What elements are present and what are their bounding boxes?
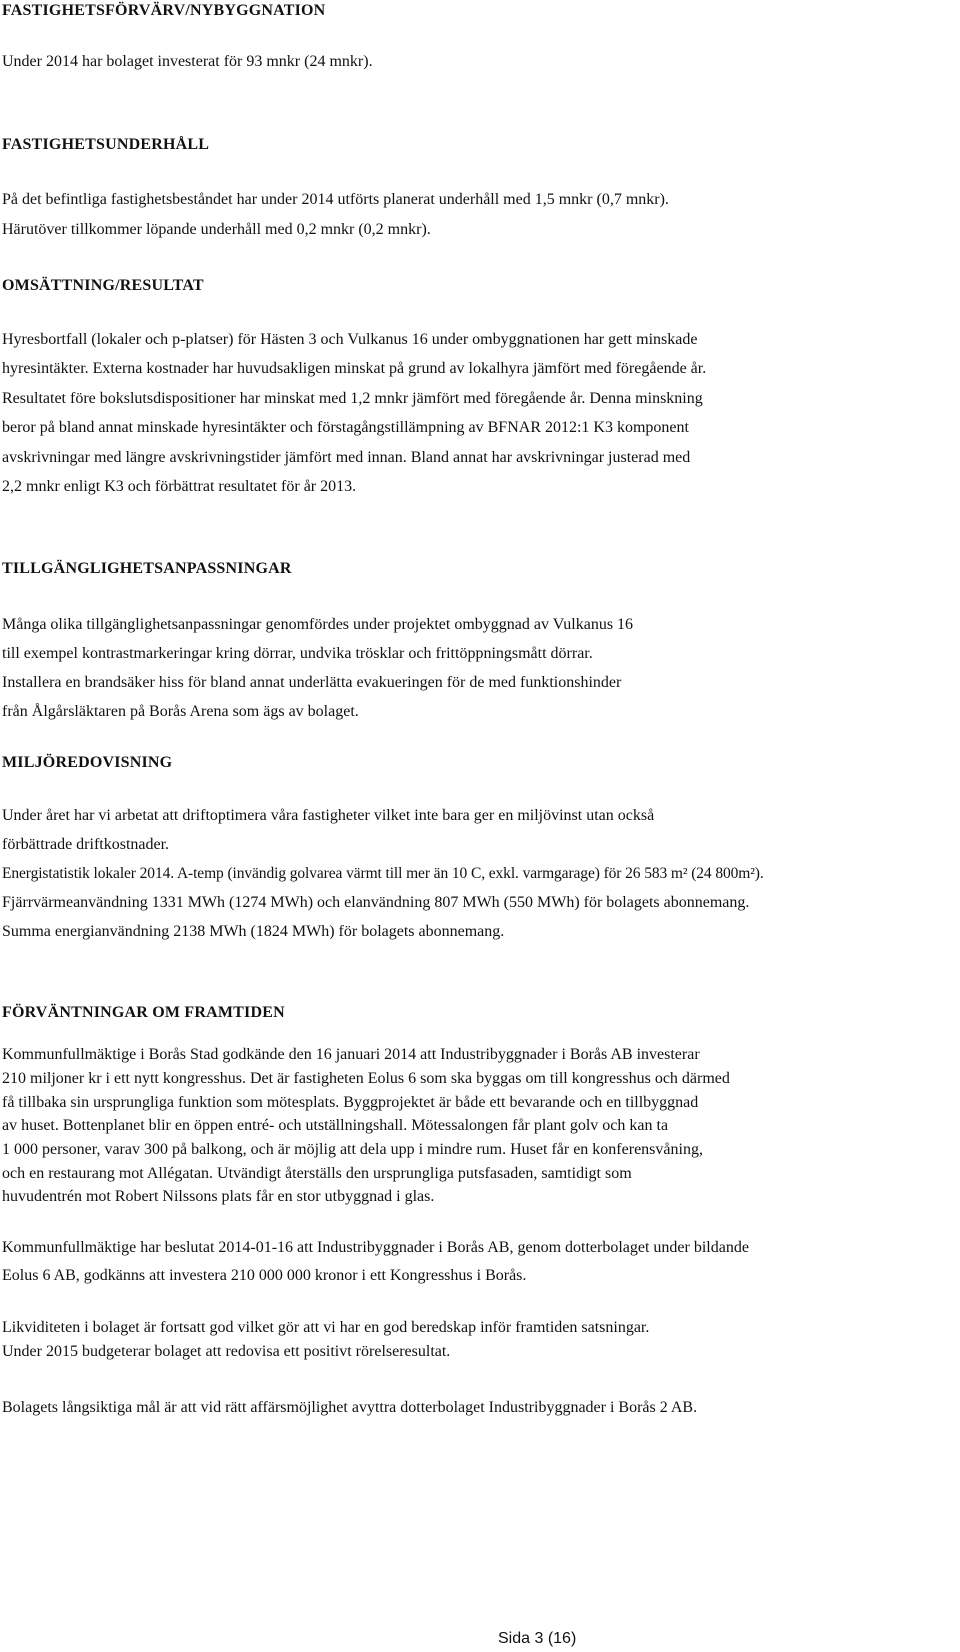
paragraph-line: 2,2 mnkr enligt K3 och förbättrat resultatet för år 2013. [2,478,357,495]
paragraph-line: huvudentrén mot Robert Nilssons plats får en stor utbyggnad i glas. [2,1188,435,1205]
paragraph-line: Likviditeten i bolaget är fortsatt god vilket gör att vi har en god beredskap inför framtiden satsningar. [2,1319,650,1336]
paragraph-line: Många olika tillgänglighetsanpassningar genomfördes under projektet ombyggnad av Vulkanus 16 [2,616,634,633]
paragraph-line: Kommunfullmäktige har beslutat 2014-01-16 att Industribyggnader i Borås AB, genom dotterbolaget under bildande [2,1239,749,1256]
paragraph-line: Kommunfullmäktige i Borås Stad godkände den 16 januari 2014 att Industribyggnader i Borås AB investerar [2,1046,700,1063]
paragraph-line: Resultatet före bokslutsdispositioner har minskat med 1,2 mnkr jämfört med föregående år. Denna minskning [2,390,703,407]
paragraph-line: till exempel kontrastmarkeringar kring dörrar, undvika trösklar och frittöppningsmått dörrar. [2,645,593,662]
heading-miljoredovisning: MILJÖREDOVISNING [2,754,173,771]
paragraph-line: Under året har vi arbetat att driftoptimera våra fastigheter vilket inte bara ger en miljövinst utan också [2,807,655,824]
paragraph-line: 1 000 personer, varav 300 på balkong, och är möjlig att dela upp i mindre rum. Huset får en konferensvåning, [2,1141,703,1158]
paragraph-line: Installera en brandsäker hiss för bland annat underlätta evakueringen för de med funktionshinder [2,674,622,691]
heading-fastighetsforvarv: FASTIGHETSFÖRVÄRV/NYBYGGNATION [2,2,326,19]
heading-omsattning-resultat: OMSÄTTNING/RESULTAT [2,277,204,294]
paragraph-line: På det befintliga fastighetsbeståndet har under 2014 utförts planerat underhåll med 1,5 mnkr (0,7 mnkr). [2,191,669,208]
paragraph-line: Hyresbortfall (lokaler och p-platser) för Hästen 3 och Vulkanus 16 under ombyggnationen har gett minskade [2,331,698,348]
paragraph-line: Under 2015 budgeterar bolaget att redovisa ett positivt rörelseresultat. [2,1343,451,1360]
paragraph-line: Under 2014 har bolaget investerat för 93 mnkr (24 mnkr). [2,53,373,70]
paragraph-line: beror på bland annat minskade hyresintäkter och förstagångstillämpning av BFNAR 2012:1 K3 komponent [2,419,689,436]
paragraph-line: Eolus 6 AB, godkänns att investera 210 000 000 kronor i ett Kongresshus i Borås. [2,1267,527,1284]
paragraph-line: från Ålgårsläktaren på Borås Arena som ägs av bolaget. [2,703,359,720]
paragraph-line: Härutöver tillkommer löpande underhåll med 0,2 mnkr (0,2 mnkr). [2,221,431,238]
paragraph-line: Summa energianvändning 2138 MWh (1824 MWh) för bolagets abonnemang. [2,923,505,940]
paragraph-line: få tillbaka sin ursprungliga funktion som mötesplats. Byggprojektet är både ett bevarande och en tillbyggnad [2,1094,699,1111]
paragraph-line: förbättrade driftkostnader. [2,836,170,853]
paragraph-line: av huset. Bottenplanet blir en öppen entré- och utställningshall. Mötessalongen får plant golv och kan ta [2,1117,669,1134]
paragraph-line: 210 miljoner kr i ett nytt kongresshus. Det är fastigheten Eolus 6 som ska byggas om till kongresshus och därmed [2,1070,730,1087]
heading-fastighetsunderhall: FASTIGHETSUNDERHÅLL [2,136,210,153]
heading-forvantningar-om-framtiden: FÖRVÄNTNINGAR OM FRAMTIDEN [2,1004,285,1021]
paragraph-line: Energistatistik lokaler 2014. A-temp (invändig golvarea värmt till mer än 10 C, exkl. varmgarage) för 26 583 m² (24 800m²). [2,865,764,882]
paragraph-line: avskrivningar med längre avskrivningstider jämfört med innan. Bland annat har avskrivningar justerad med [2,449,691,466]
paragraph-line: Bolagets långsiktiga mål är att vid rätt affärsmöjlighet avyttra dotterbolaget Industribyggnader i Borås 2 AB. [2,1399,698,1416]
paragraph-line: hyresintäkter. Externa kostnader har huvudsakligen minskat på grund av lokalhyra jämfört med föregående år. [2,360,707,377]
paragraph-line: och en restaurang mot Allégatan. Utvändigt återställs den ursprungliga putsfasaden, samtidigt som [2,1165,632,1182]
paragraph-line: Fjärrvärmeanvändning 1331 MWh (1274 MWh) och elanvändning 807 MWh (550 MWh) för bolagets abonnemang. [2,894,750,911]
page-number: Sida 3 (16) [498,1630,577,1647]
heading-tillganglighetsanpassningar: TILLGÄNGLIGHETSANPASSNINGAR [2,560,292,577]
